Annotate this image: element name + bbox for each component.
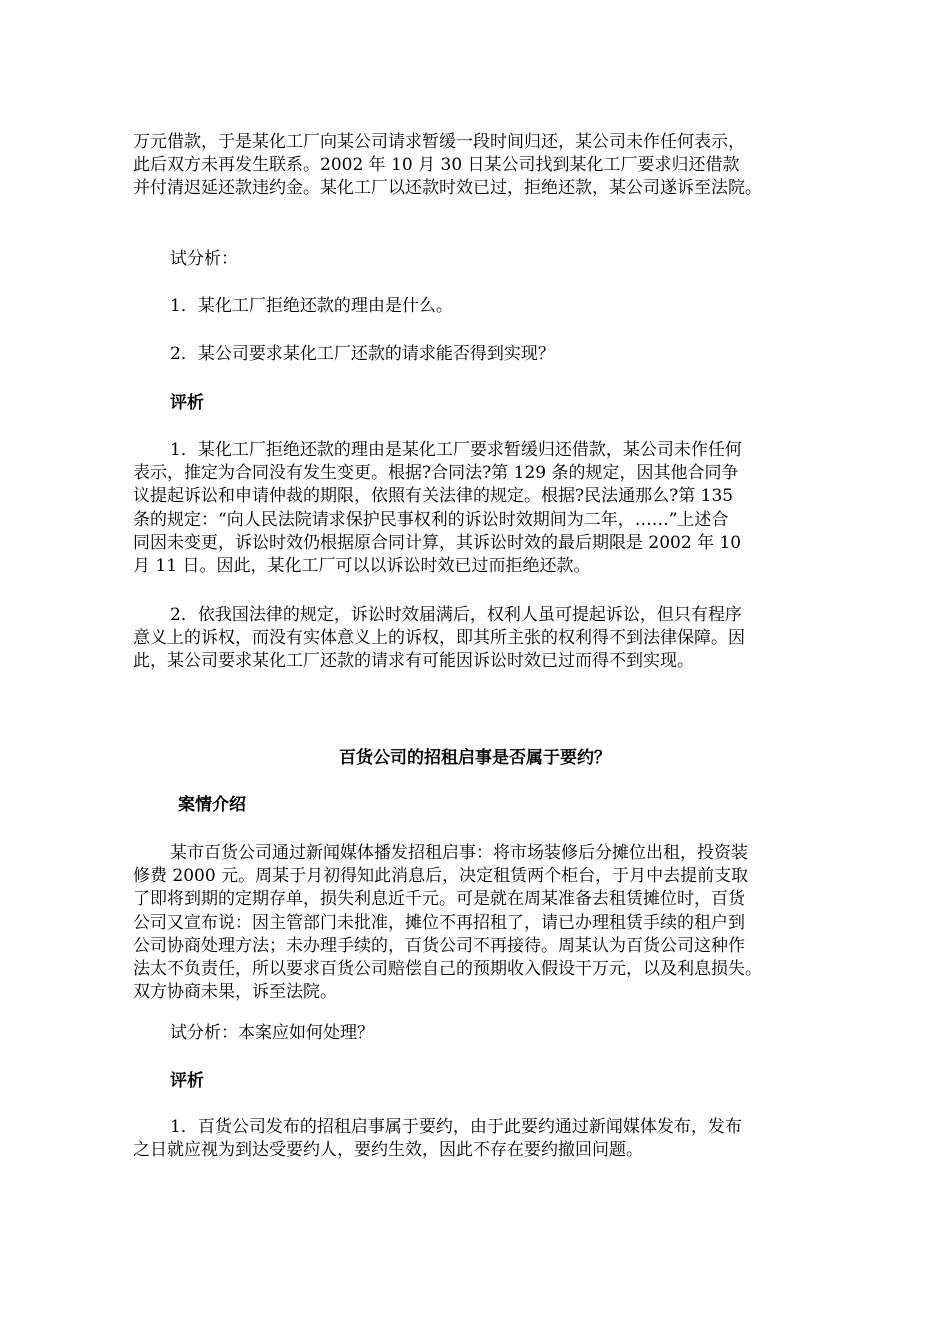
text-line: 双方协商未果，诉至法院。 (133, 982, 337, 1003)
text-line: 月 11 日。因此，某化工厂可以以诉讼时效已过而拒绝还款。 (133, 556, 591, 577)
text-line: 2．依我国法律的规定，诉讼时效届满后，权利人虽可提起诉讼，但只有程序 (170, 605, 742, 625)
case2-facts-heading: 案情介绍 (178, 795, 246, 815)
text-line: 1．某化工厂拒绝还款的理由是某化工厂要求暂缓归还借款，某公司未作任何 (170, 440, 742, 460)
text-line: 1．百货公司发布的招租启事属于要约，由于此要约通过新闻媒体发布，发布 (170, 1117, 742, 1137)
case1-analysis-heading: 评析 (170, 393, 204, 413)
text-line: 此，某公司要求某化工厂还款的请求有可能因诉讼时效已过而得不到实现。 (133, 651, 694, 672)
text-line: 法太不负责任，所以要求百货公司赔偿自己的预期收入假设干万元，以及利息损失。 (133, 959, 762, 980)
text-line: 议提起诉讼和申请仲裁的期限，依照有关法律的规定。根据?民法通那么?第 135 (133, 486, 734, 507)
text-line: 万元借款，于是某化工厂向某公司请求暂缓一段时间归还，某公司未作任何表示， (133, 132, 745, 152)
text-line: 公司协商处理方法；未办理手续的，百货公司不再接待。周某认为百货公司这种作 (133, 935, 745, 956)
text-line: 此后双方未再发生联系。2002 年 10 月 30 日某公司找到某化工厂要求归还借款 (133, 155, 740, 176)
text-line: 表示，推定为合同没有发生变更。根据?合同法?第 129 条的规定，因其他合同争 (133, 463, 739, 484)
case2-title: 百货公司的招租启事是否属于要约？ (339, 748, 611, 768)
case1-continuation-paragraph (133, 131, 833, 201)
case1-question-intro: 试分析： (170, 249, 238, 269)
case2-facts-paragraph (133, 842, 833, 1004)
text-line: 修费 2000 元。周某于月初得知此消息后，决定租赁两个柜台，于月中去提前支取 (133, 866, 749, 887)
text-line: 同因未变更，诉讼时效仍根据原合同计算，其诉讼时效的最后期限是 2002 年 10 (133, 532, 742, 553)
text-line: 了即将到期的定期存单，损失利息近千元。可是就在周某准备去租赁摊位时，百货 (133, 889, 745, 910)
text-line: 意义上的诉权，而没有实体意义上的诉权，即其所主张的权利得不到法律保障。因 (133, 628, 745, 649)
case2-question: 试分析：本案应如何处理？ (170, 1023, 374, 1043)
text-line: 公司又宣布说：因主管部门未批准，摊位不再招租了，请已办理租赁手续的租户到 (133, 912, 745, 933)
text-line: 之日就应视为到达受要约人，要约生效，因此不存在要约撤回问题。 (133, 1140, 643, 1161)
case1-question-1: 1．某化工厂拒绝还款的理由是什么。 (170, 296, 453, 316)
case2-analysis-1-paragraph (133, 1116, 833, 1162)
case2-analysis-heading: 评析 (170, 1071, 204, 1091)
case1-analysis-1-paragraph (133, 439, 833, 578)
case1-analysis-2-paragraph (133, 604, 833, 674)
text-line: 条的规定：“向人民法院请求保护民事权利的诉讼时效期间为二年，……”上述合 (133, 509, 729, 530)
case1-question-2: 2．某公司要求某化工厂还款的请求能否得到实现？ (170, 344, 555, 364)
text-line: 某市百货公司通过新闻媒体播发招租启事：将市场装修后分摊位出租，投资装 (170, 843, 748, 863)
text-line: 并付清迟延还款违约金。某化工厂以还款时效已过，拒绝还款，某公司遂诉至法院。 (133, 178, 762, 199)
